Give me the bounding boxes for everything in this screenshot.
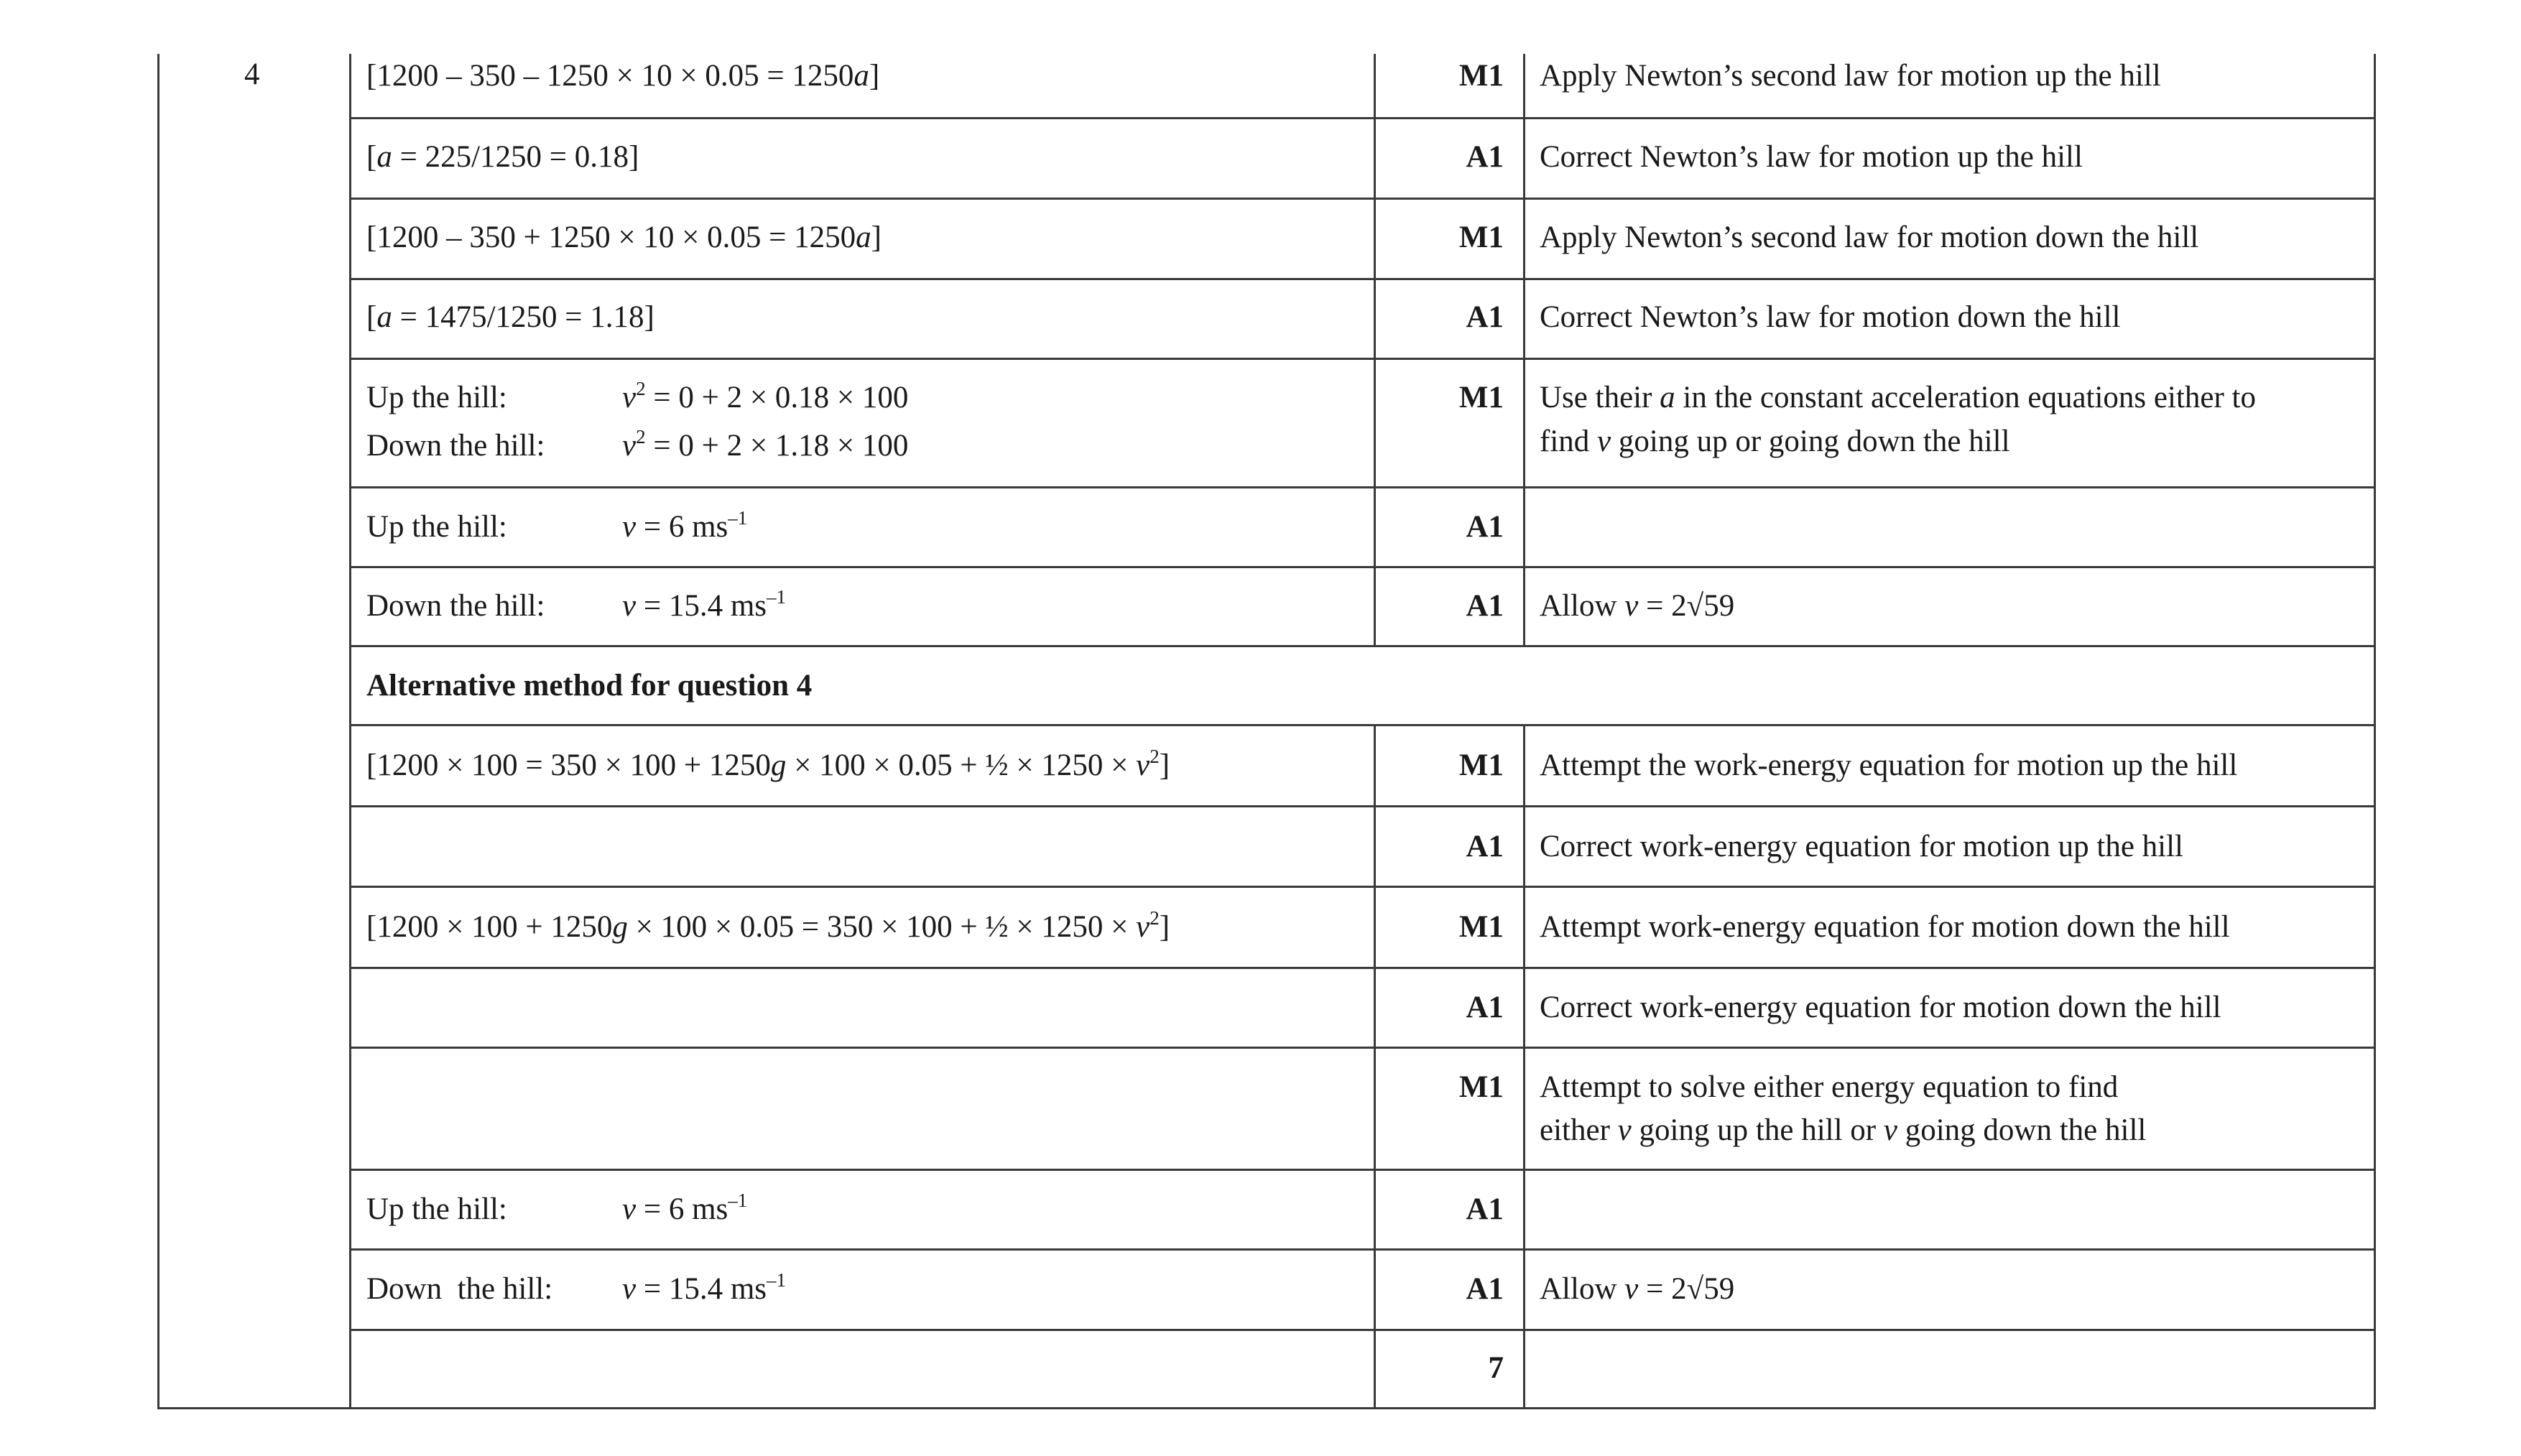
working-cell: [1200 × 100 = 350 × 100 + 1250g × 100 × 0.05 + ½ × $1250 \times v^2$] [366, 746, 1170, 782]
working-label: Up the hill: [366, 510, 507, 544]
working-cell: [a = 1475/1250 = 1.18] [366, 300, 654, 334]
working-label: Up the hill: [366, 1192, 507, 1226]
mark-cell: A1 [1466, 830, 1504, 863]
working-label: Up the hill: [366, 381, 507, 414]
question-number: 4 [244, 57, 260, 91]
working-equation: v = 6 $ms^{-1}$ [622, 507, 748, 544]
working-equation: v = 15.4 $ms^{-1}$ [622, 1269, 787, 1306]
mark-cell: A1 [1466, 140, 1504, 174]
guidance-cell: Attempt the work-energy equation for motion up the hill [1540, 748, 2238, 782]
table-border-left [157, 54, 159, 1409]
guidance-cell: either v going up the hill or v going down the hill [1540, 1113, 2147, 1147]
guidance-cell: Correct Newton’s law for motion up the hill [1540, 140, 2083, 174]
working-cell: [1200 – 350 + 1250 × 10 × 0.05 = 1250a] [366, 221, 882, 254]
mark-cell: M1 [1458, 1070, 1504, 1104]
row-divider [349, 278, 2376, 280]
working-equation: v = 6 $ms^{-1}$ [622, 1190, 748, 1226]
row-divider [349, 645, 2376, 647]
guidance-cell: Allow v = 2√59 [1540, 1272, 1735, 1306]
column-divider-marks [1374, 725, 1376, 1409]
guidance-cell: Use their a in the constant acceleration equations either to [1540, 381, 2257, 414]
table-border-bottom [157, 1407, 2376, 1409]
row-divider [349, 1329, 2376, 1331]
mark-cell: M1 [1458, 910, 1504, 944]
working-equation: v = 15.4 $ms^{-1}$ [622, 586, 787, 623]
row-divider [349, 117, 2376, 119]
column-divider-working [349, 54, 351, 1409]
mark-cell: M1 [1458, 59, 1504, 93]
row-divider [349, 1047, 2376, 1049]
mark-cell: A1 [1466, 510, 1504, 544]
mark-cell: A1 [1466, 300, 1504, 334]
guidance-cell: Attempt to solve either energy equation to find [1540, 1070, 2119, 1104]
working-label: Down the hill: [366, 429, 545, 463]
table-border-right [2374, 54, 2376, 1409]
row-divider [349, 486, 2376, 488]
row-divider [349, 967, 2376, 969]
column-divider-guidance [1523, 725, 1525, 1409]
guidance-cell: Apply Newton’s second law for motion down the hill [1540, 221, 2199, 254]
guidance-cell: Allow v = 2√59 [1540, 589, 1735, 623]
row-divider [349, 566, 2376, 568]
guidance-cell: Apply Newton’s second law for motion up the hill [1540, 59, 2161, 93]
column-divider-guidance [1523, 54, 1525, 646]
mark-cell: M1 [1458, 381, 1504, 414]
mark-cell: A1 [1466, 589, 1504, 623]
guidance-cell: Correct Newton’s law for motion down the hill [1540, 300, 2121, 334]
guidance-cell: Attempt work-energy equation for motion down the hill [1540, 910, 2230, 944]
column-divider-marks [1374, 54, 1376, 646]
mark-cell: A1 [1466, 991, 1504, 1024]
working-equation: $v^2 = 0 + 2 \times 0.18 \times 100$ [622, 378, 909, 414]
guidance-cell: Correct work-energy equation for motion up the hill [1540, 830, 2184, 863]
total-marks: 7 [1488, 1351, 1504, 1385]
row-divider [349, 886, 2376, 888]
working-label: Down the hill: [366, 1272, 553, 1306]
alternative-method-heading: Alternative method for question 4 [366, 669, 813, 703]
mark-cell: A1 [1466, 1272, 1504, 1306]
mark-cell: M1 [1458, 748, 1504, 782]
row-divider [349, 1169, 2376, 1171]
guidance-cell: find v going up or going down the hill [1540, 425, 2010, 458]
working-label: Down the hill: [366, 589, 545, 623]
row-divider [349, 805, 2376, 807]
mark-cell: M1 [1458, 221, 1504, 254]
working-equation: $v^2 = 0 + 2 \times 1.18 \times 100$ [622, 426, 909, 463]
guidance-cell: Correct work-energy equation for motion down the hill [1540, 991, 2221, 1024]
row-divider [349, 724, 2376, 726]
row-divider [349, 1248, 2376, 1251]
working-cell: [1200 × 100 + 1250g × 100 × 0.05 = 350 × 100 + ½ × $1250 \times v^2$] [366, 907, 1170, 944]
working-cell: [a = 225/1250 = 0.18] [366, 140, 639, 174]
row-divider [349, 198, 2376, 200]
row-divider [349, 358, 2376, 360]
working-cell: [1200 – 350 – 1250 × 10 × 0.05 = 1250a] [366, 59, 880, 93]
mark-cell: A1 [1466, 1192, 1504, 1226]
